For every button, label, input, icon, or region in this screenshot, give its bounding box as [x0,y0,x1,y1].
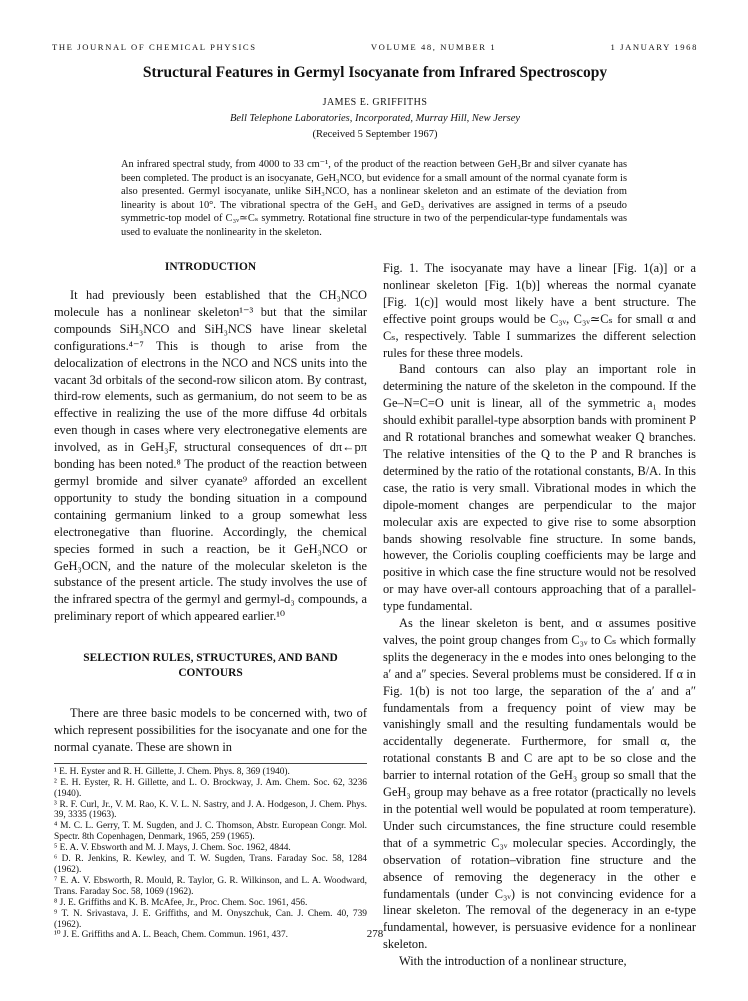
abstract: An infrared spectral study, from 4000 to 33 cm⁻¹, of the product of the reaction between GeH₃Br and silver cyanate has been completed. The product is an isocyanate, GeH₃NCO, but evidence for a small amount of the normal cyanate form is also presented. Germyl isocyanate, unlike SiH₃NCO, has a nonlinear skeleton and an estimate of the deviation from linearity is about 10°. The vibrational spectra of the GeH₃ and GeD₃ derivatives are assigned in terms of a pseudo symmetric-top model of C₃ᵥ≃Cₛ symmetry. Rotational fine structure in two of the perpendicular-type fundamentals was used to evaluate the nonlinearity in the skeleton. [121,159,627,238]
footnote: ⁶ D. R. Jenkins, R. Kewley, and T. W. Sugden, Trans. Faraday Soc. 58, 1284 (1962). [54,854,367,875]
received-date: (Received 5 September 1967) [312,129,438,140]
footnote: ⁷ E. A. V. Ebsworth, R. Mould, R. Taylor, G. R. Wilkinson, and L. A. Woodward, Trans. Faraday Soc. 58, 1069 (1962). [54,875,367,897]
body-paragraph: As the linear skeleton is bent, and α assumes positive valves, the point group changes from C₃ᵥ to Cₛ which formally splits the degeneracy in the e modes into ones belonging to the a′ and a″ species. Several problems must be considered. If α in Fig. 1(b) is not too large, the separation of the a′ and a″ fundamentals from a frequency point of view may be vanishingly small and the resulting fundamentals would be accidentally degenerate. Furthermore, for small α, the rotational constants B and C are apt to be so close and the barrier to internal rotation of the GeH₃ group so small that the GeH₃ group may behave as a free rotator (practically no levels in the potential well would be populated at room temperature). Under such circumstances, the fine structure could resemble that of a symmetric C₃ᵥ molecular species. Accordingly, the observation of rotation–vibration fine structure and the absence of removing the degeneracy in the other e fundamentals (under C₃ᵥ) is not convincing evidence for a linear skeleton. The removal of the degeneracy in an e-type fundamental, however, is persuasive evidence for a nonlinear skeleton. [383,616,696,952]
author-affiliation: Bell Telephone Laboratories, Incorporated, Murray Hill, New Jersey [229,113,521,124]
footnote: ⁵ E. A. V. Ebsworth and M. J. Mays, J. Chem. Soc. 1962, 4844. [54,843,291,854]
footnote: ⁴ M. C. L. Gerry, T. M. Sugden, and J. C. Thomson, Abstr. European Congr. Mol. Spectr. 8th Copenhagen, Denmark, 1965, 259 (1965). [54,821,367,843]
selection-rules-paragraph: There are three basic models to be concerned with, two of which represent possibilities for the isocyanate and one for the normal cyanate. These are shown in [54,706,367,754]
footnote: ¹⁰ J. E. Griffiths and A. L. Beach, Chem. Commun. 1961, 437. [54,930,288,941]
body-paragraph: Band contours can also play an important role in determining the nature of the skeleton in the compound. If the Ge–N=C=O unit is linear, all of the symmetric a₁ modes should exhibit parallel-type absorption bands with prominent P and R rotational branches and somewhat weaker Q branches. The relative intensities of the Q to the P and R branches is determined by the ratio of the rotational constants, B/A. In this case, the ratio is very small. Vibrational modes in which the dipole-moment changes are perpendicular to the major molecular axis are expected to give rise to some absorption bands showing resolvable fine structure. In some bands, however, the Coriolis coupling coefficients may be large and positive in which case the fine structure would not be resolved or may have over-all contours approaching that of a parallel-type fundamental. [383,362,696,614]
journal-name: THE JOURNAL OF CHEMICAL PHYSICS [52,42,257,52]
footnote: ¹ E. H. Eyster and R. H. Gillette, J. Chem. Phys. 8, 369 (1940). [54,766,290,777]
running-head [52,42,698,52]
footnote: ³ R. F. Curl, Jr., V. M. Rao, K. V. L. N. Sastry, and J. A. Hodgeson, J. Chem. Phys. 39, 3335 (1963). [54,799,367,821]
right-column [383,260,696,970]
selection-rules-heading: SELECTION RULES, STRUCTURES, AND BAND CONTOURS [83,652,338,680]
footnotes [54,763,367,942]
volume-number: VOLUME 48, NUMBER 1 [370,42,497,52]
issue-date: 1 JANUARY 1968 [610,42,698,52]
introduction-heading: INTRODUCTION [164,261,257,273]
footnote: ² E. H. Eyster, R. H. Gillette, and L. O. Brockway, J. Am. Chem. Soc. 62, 3236 (1940). [54,777,367,799]
body-paragraph: Fig. 1. The isocyanate may have a linear [Fig. 1(a)] or a nonlinear skeleton [Fig. 1(b)] whereas the normal cyanate [Fig. 1(c)] would most likely have a bent structure. The effective point groups would be C₃ᵥ, C₃ᵥ≃Cₛ for small α and Cₛ, respectively. Table I summarizes the different selection rules for these three models. [383,261,696,360]
footnote: ⁸ J. E. Griffiths and K. B. McAfee, Jr., Proc. Chem. Soc. 1961, 456. [54,897,308,908]
introduction-paragraph: It had previously been established that the CH₃NCO molecule has a nonlinear skeleton¹⁻³ but that the similar compounds SiH₃NCO and SiH₃NCS have linear skeletal configurations.⁴⁻⁷ This is though to arise from the delocalization of electrons in the NCO and NCS units into the vacant 3d orbitals of the second-row silicon atom. By contrast, third-row elements, such as germanium, do not seem to be as effective in realizing the use of the more diffuse 4d orbitals even though in cases where very electronegative elements are involved, as in GeH₃F, structural consequences of dπ←pπ bonding has been noted.⁸ The product of the reaction between germyl bromide and silver cyanate⁹ afforded an excellent opportunity to study the bonding situation in a compound containing germanium linked to a group somewhat less electronegative than fluorine. Accordingly, the chemical species formed in such a reaction, be it GeH₃NCO or GeH₃OCN, and the nature of the molecular skeleton is the substance of the present article. The study involves the use of the infrared spectra of the germyl and germyl-d₃ compounds, a preliminary report of which appeared earlier.¹⁰ [54,288,367,624]
footnote: ⁹ T. N. Srivastava, J. E. Griffiths, and M. Onyszchuk, Can. J. Chem. 40, 739 (1962). [54,908,367,930]
body-paragraph: With the introduction of a nonlinear structure, [399,954,627,969]
left-column [54,260,367,941]
article-title: Structural Features in Germyl Isocyanate from Infrared Spectroscopy [142,64,608,81]
page-number: 278 [366,928,384,940]
author-name: JAMES E. GRIFFITHS [322,97,428,108]
